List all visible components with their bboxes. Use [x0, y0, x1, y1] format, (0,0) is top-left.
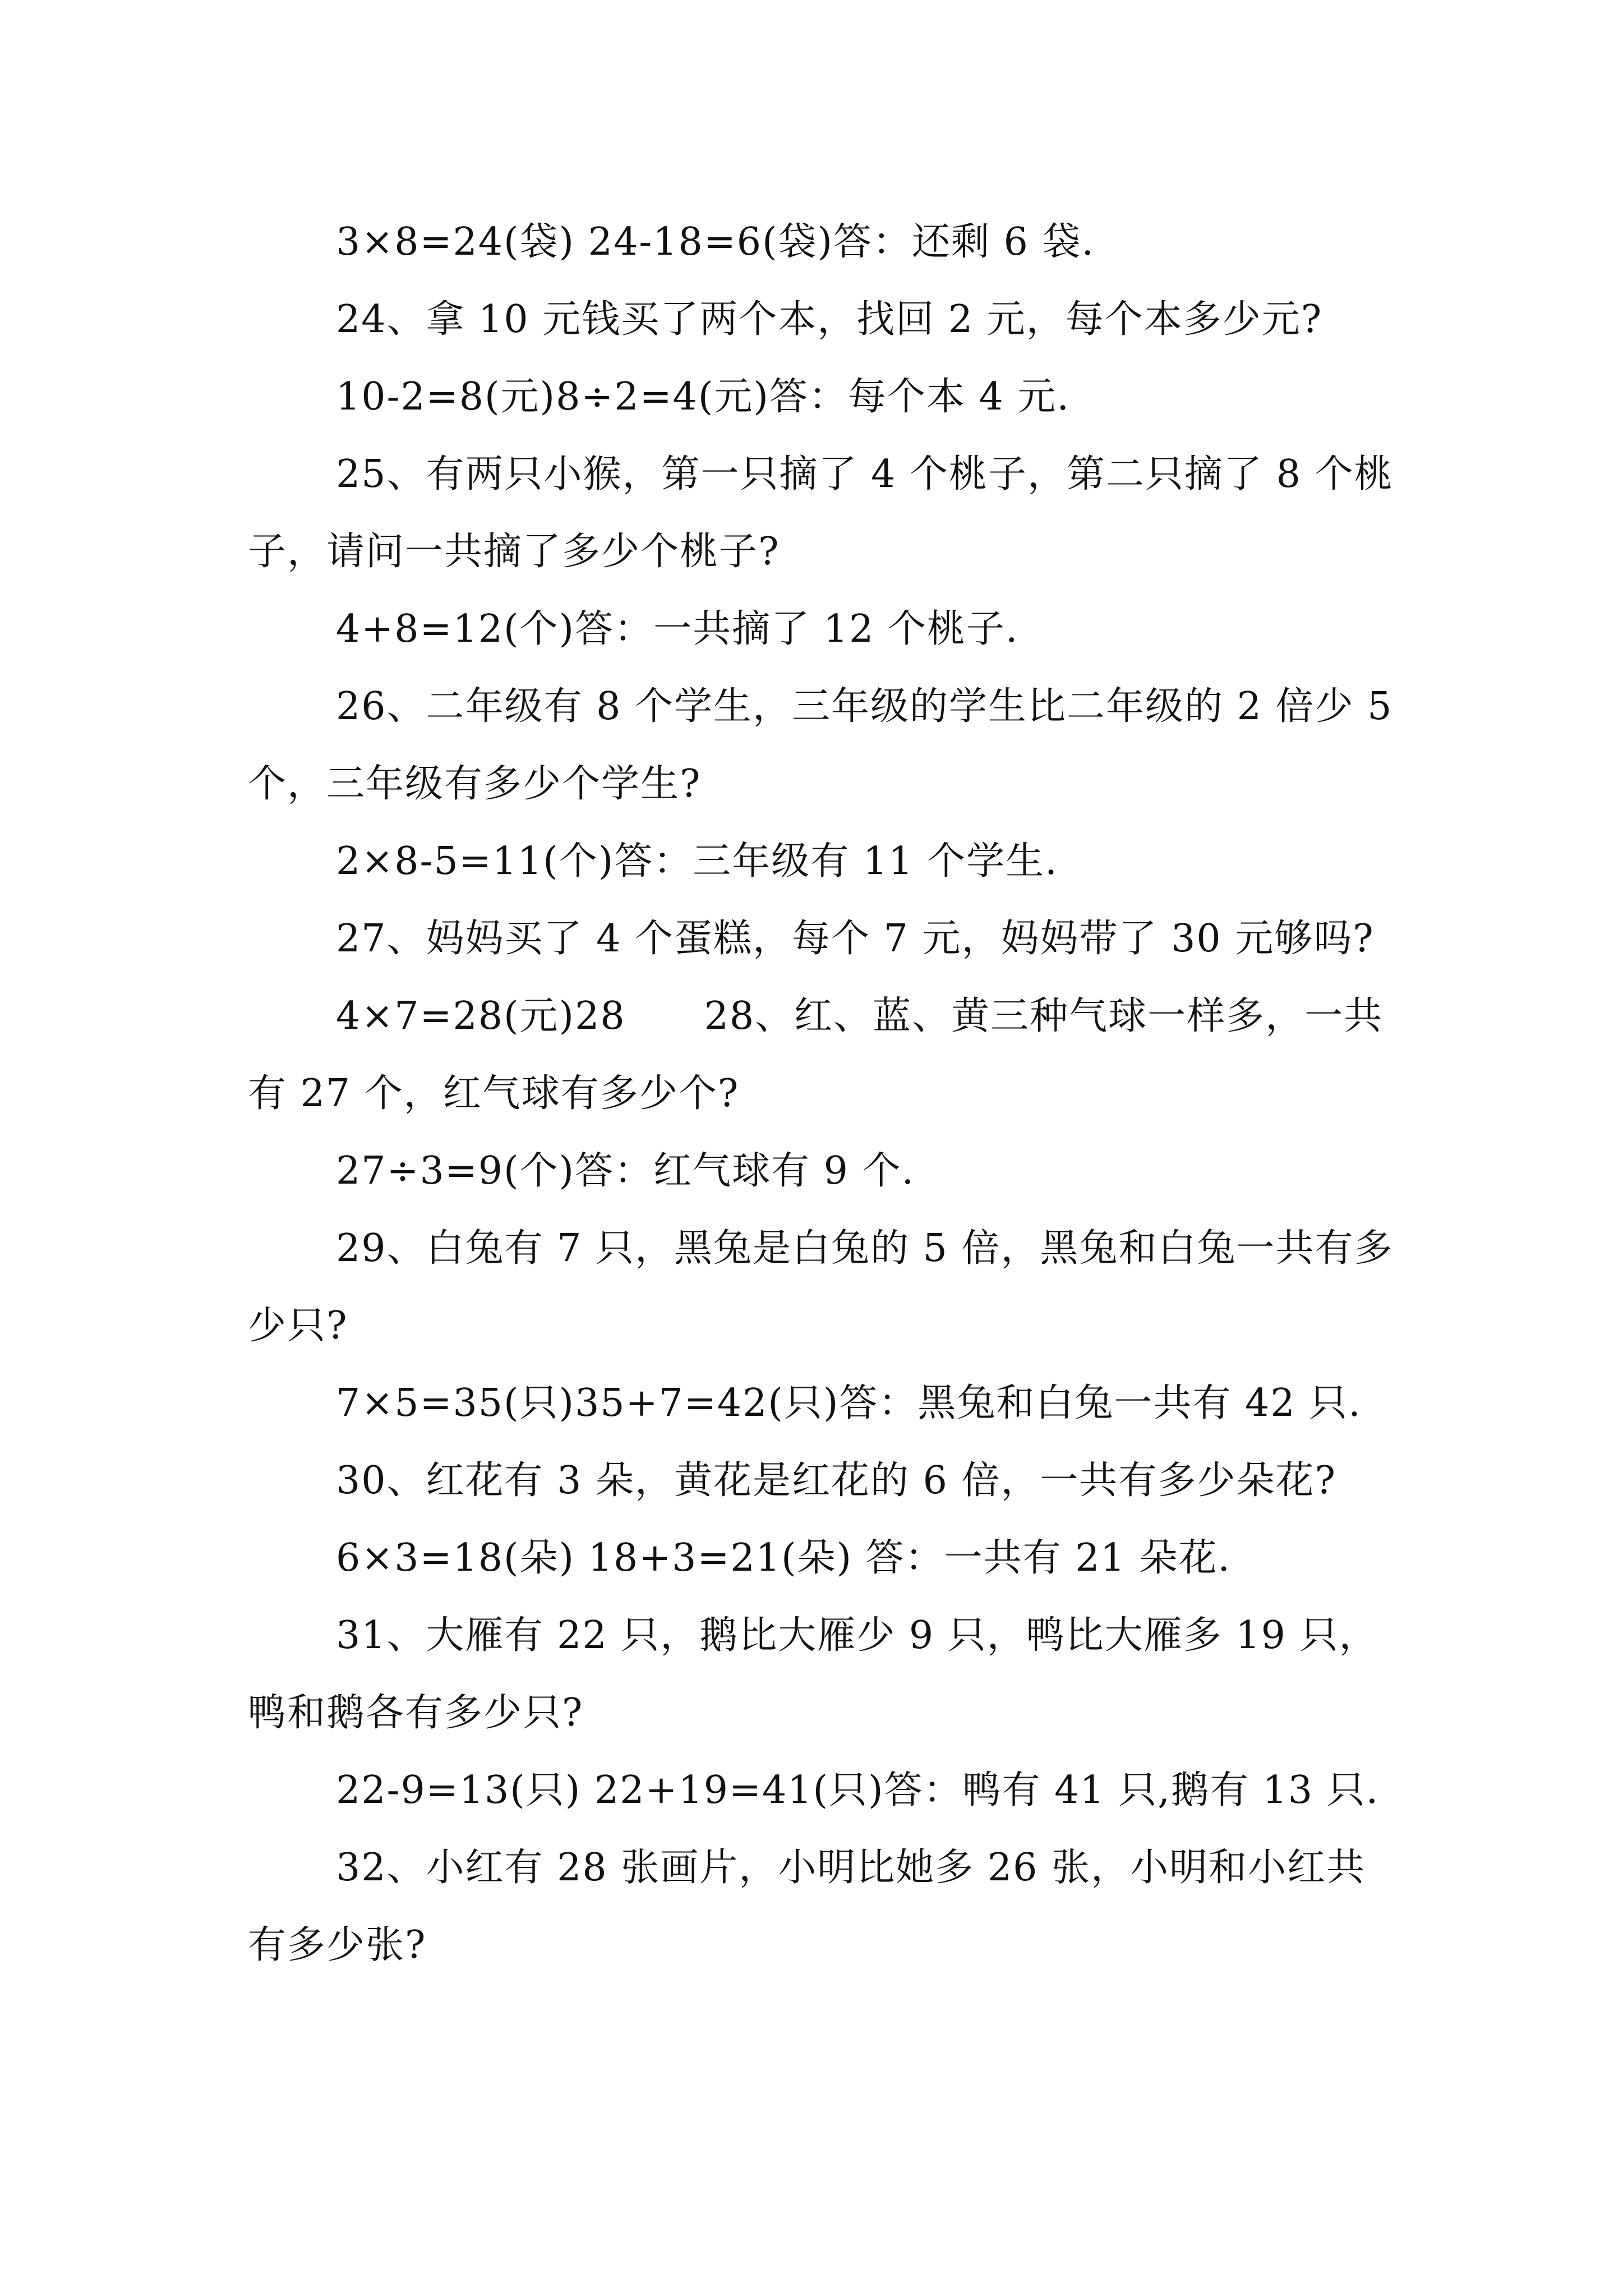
- answer-24: 10-2=8(元)8÷2=4(元)答：每个本 4 元.: [336, 375, 1070, 419]
- answer-28: 27÷3=9(个)答：红气球有 9 个.: [336, 1149, 915, 1193]
- answer-30: 6×3=18(朵) 18+3=21(朵) 答：一共有 21 朵花.: [336, 1536, 1232, 1580]
- question-27: 27、妈妈买了 4 个蛋糕，每个 7 元，妈妈带了 30 元够吗?: [336, 917, 1375, 961]
- question-26: 26、二年级有 8 个学生，三年级的学生比二年级的 2 倍少 5 个，三年级有多少个学生?: [248, 684, 1393, 806]
- answer-26: 2×8-5=11(个)答：三年级有 11 个学生.: [336, 839, 1058, 884]
- question-30: 30、红花有 3 朵，黄花是红花的 6 倍，一共有多少朵花?: [336, 1458, 1336, 1503]
- question-24: 24、拿 10 元钱买了两个本，找回 2 元，每个本多少元?: [336, 297, 1323, 342]
- answer-27-question-28: 4×7=28(元)28 28、红、蓝、黄三种气球一样多，一共有 27 个，红气球有多少个?: [248, 994, 1384, 1116]
- answer-23: 3×8=24(袋) 24-18=6(袋)答：还剩 6 袋.: [336, 220, 1095, 264]
- question-25: 25、有两只小猴，第一只摘了 4 个桃子，第二只摘了 8 个桃子，请问一共摘了多少个桃子?: [248, 452, 1394, 574]
- question-29: 29、白兔有 7 只，黑兔是白兔的 5 倍，黑兔和白兔一共有多少只?: [248, 1226, 1394, 1348]
- question-31: 31、大雁有 22 只，鹅比大雁少 9 只，鸭比大雁多 19 只，鸭和鹅各有多少只?: [248, 1613, 1378, 1735]
- answer-31: 22-9=13(只) 22+19=41(只)答：鸭有 41 只,鹅有 13 只.: [336, 1768, 1380, 1812]
- document-body: [248, 204, 1398, 1984]
- answer-29: 7×5=35(只)35+7=42(只)答：黑兔和白兔一共有 42 只.: [336, 1381, 1362, 1425]
- answer-25: 4+8=12(个)答：一共摘了 12 个桃子.: [336, 607, 1019, 651]
- question-32: 32、小红有 28 张画片，小明比她多 26 张，小明和小红共有多少张?: [248, 1846, 1366, 1967]
